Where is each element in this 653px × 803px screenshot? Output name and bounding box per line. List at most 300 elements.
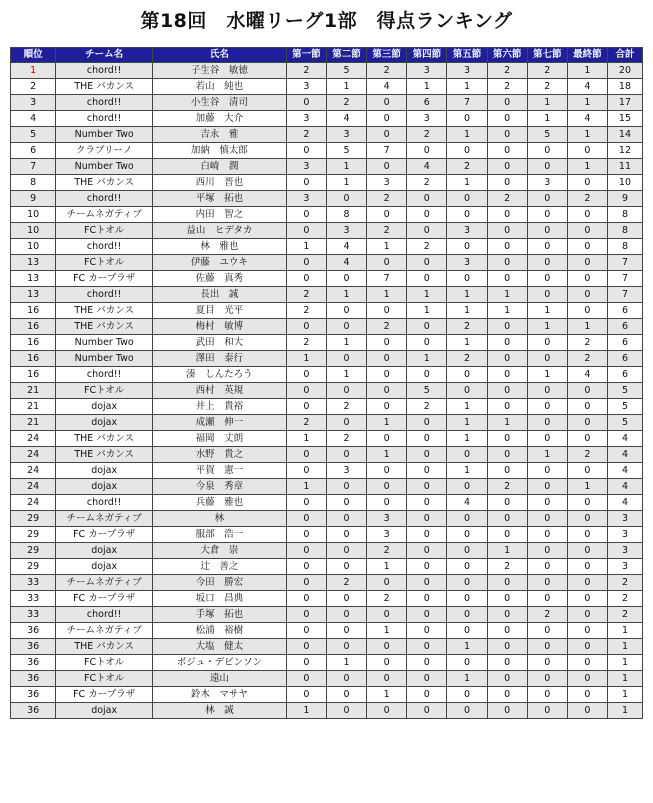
table-row — [11, 367, 643, 383]
score-cell: 1 — [447, 335, 487, 351]
team-cell: Number Two — [56, 351, 153, 367]
total-cell: 3 — [607, 511, 642, 527]
score-cell: 0 — [567, 543, 607, 559]
score-cell: 1 — [326, 367, 366, 383]
score-cell: 0 — [286, 271, 326, 287]
score-cell: 0 — [487, 127, 527, 143]
header-section-6: 第六節 — [487, 48, 527, 63]
score-cell: 4 — [407, 159, 447, 175]
score-cell: 0 — [527, 399, 567, 415]
team-cell: FCトオル — [56, 383, 153, 399]
score-cell: 3 — [286, 111, 326, 127]
score-cell: 0 — [447, 383, 487, 399]
score-cell: 0 — [447, 527, 487, 543]
score-cell: 0 — [487, 111, 527, 127]
score-cell: 0 — [567, 511, 607, 527]
score-cell: 3 — [407, 111, 447, 127]
team-cell: チームネガティブ — [56, 575, 153, 591]
team-cell: クラブリーノ — [56, 143, 153, 159]
score-cell: 0 — [527, 703, 567, 719]
total-cell: 2 — [607, 591, 642, 607]
player-name-cell: 兵藤 雅也 — [153, 495, 287, 511]
score-cell: 2 — [567, 191, 607, 207]
team-cell: チームネガティブ — [56, 623, 153, 639]
score-cell: 0 — [487, 687, 527, 703]
score-cell: 0 — [286, 143, 326, 159]
score-cell: 1 — [447, 127, 487, 143]
score-cell: 1 — [286, 479, 326, 495]
score-cell: 0 — [527, 575, 567, 591]
score-cell: 1 — [567, 319, 607, 335]
score-cell: 0 — [487, 671, 527, 687]
player-name-cell: 手塚 拓也 — [153, 607, 287, 623]
total-cell: 4 — [607, 495, 642, 511]
score-cell: 0 — [487, 399, 527, 415]
score-cell: 0 — [286, 559, 326, 575]
score-cell: 0 — [286, 687, 326, 703]
score-cell: 3 — [447, 63, 487, 79]
table-row — [11, 463, 643, 479]
table-row — [11, 255, 643, 271]
score-cell: 0 — [527, 143, 567, 159]
table-row — [11, 623, 643, 639]
player-name-cell: 伊藤 ユウキ — [153, 255, 287, 271]
player-name-cell: 加藤 大介 — [153, 111, 287, 127]
score-cell: 0 — [567, 383, 607, 399]
player-name-cell: 林 — [153, 511, 287, 527]
rank-cell: 16 — [11, 319, 56, 335]
total-cell: 1 — [607, 639, 642, 655]
rank-cell: 13 — [11, 271, 56, 287]
table-row — [11, 639, 643, 655]
score-cell: 0 — [447, 239, 487, 255]
score-cell: 0 — [487, 511, 527, 527]
score-cell: 0 — [487, 271, 527, 287]
score-cell: 0 — [527, 159, 567, 175]
score-cell: 0 — [326, 191, 366, 207]
score-cell: 1 — [487, 543, 527, 559]
score-cell: 0 — [447, 655, 487, 671]
score-cell: 2 — [326, 399, 366, 415]
player-name-cell: 今泉 秀章 — [153, 479, 287, 495]
score-cell: 0 — [527, 527, 567, 543]
player-name-cell: 辻 善之 — [153, 559, 287, 575]
score-cell: 0 — [286, 319, 326, 335]
score-cell: 2 — [286, 335, 326, 351]
table-row — [11, 671, 643, 687]
rank-cell: 16 — [11, 351, 56, 367]
score-cell: 6 — [407, 95, 447, 111]
rank-cell: 16 — [11, 303, 56, 319]
player-name-cell: 成瀬 伸一 — [153, 415, 287, 431]
total-cell: 5 — [607, 383, 642, 399]
team-cell: dojax — [56, 559, 153, 575]
table-row — [11, 383, 643, 399]
rank-cell: 29 — [11, 543, 56, 559]
score-cell: 0 — [567, 287, 607, 303]
score-cell: 0 — [407, 575, 447, 591]
score-cell: 0 — [367, 111, 407, 127]
score-cell: 0 — [326, 527, 366, 543]
rank-cell: 36 — [11, 655, 56, 671]
score-cell: 0 — [567, 607, 607, 623]
score-cell: 0 — [527, 687, 567, 703]
score-cell: 0 — [447, 207, 487, 223]
score-cell: 0 — [407, 463, 447, 479]
total-cell: 8 — [607, 207, 642, 223]
total-cell: 7 — [607, 271, 642, 287]
score-cell: 0 — [286, 399, 326, 415]
team-cell: Number Two — [56, 127, 153, 143]
score-cell: 0 — [447, 367, 487, 383]
player-name-cell: 坂口 昌典 — [153, 591, 287, 607]
score-cell: 0 — [326, 703, 366, 719]
score-cell: 0 — [567, 431, 607, 447]
rank-cell: 8 — [11, 175, 56, 191]
score-cell: 3 — [286, 79, 326, 95]
player-name-cell: 白崎 潤 — [153, 159, 287, 175]
score-cell: 0 — [527, 655, 567, 671]
score-cell: 0 — [286, 463, 326, 479]
score-cell: 0 — [367, 671, 407, 687]
player-name-cell: 佐藤 真秀 — [153, 271, 287, 287]
score-cell: 1 — [447, 639, 487, 655]
score-cell: 0 — [447, 559, 487, 575]
score-cell: 0 — [527, 191, 567, 207]
total-cell: 4 — [607, 463, 642, 479]
total-cell: 3 — [607, 543, 642, 559]
team-cell: チームネガティブ — [56, 511, 153, 527]
total-cell: 7 — [607, 255, 642, 271]
score-cell: 2 — [286, 415, 326, 431]
total-cell: 20 — [607, 63, 642, 79]
score-cell: 0 — [527, 591, 567, 607]
score-cell: 0 — [407, 639, 447, 655]
score-cell: 0 — [447, 703, 487, 719]
team-cell: THE バカンス — [56, 447, 153, 463]
score-cell: 0 — [487, 591, 527, 607]
total-cell: 5 — [607, 399, 642, 415]
score-cell: 4 — [447, 495, 487, 511]
score-cell: 3 — [527, 175, 567, 191]
score-cell: 2 — [326, 575, 366, 591]
score-cell: 0 — [326, 607, 366, 623]
team-cell: THE バカンス — [56, 175, 153, 191]
total-cell: 3 — [607, 527, 642, 543]
score-cell: 0 — [487, 623, 527, 639]
header-total: 合計 — [607, 48, 642, 63]
score-cell: 2 — [407, 239, 447, 255]
score-cell: 0 — [407, 511, 447, 527]
rank-cell: 24 — [11, 447, 56, 463]
player-name-cell: 林 雅也 — [153, 239, 287, 255]
player-name-cell: ボジュ・デビンソン — [153, 655, 287, 671]
score-cell: 0 — [567, 703, 607, 719]
score-cell: 0 — [487, 175, 527, 191]
score-cell: 0 — [527, 287, 567, 303]
team-cell: chord!! — [56, 239, 153, 255]
total-cell: 8 — [607, 223, 642, 239]
score-cell: 0 — [447, 271, 487, 287]
rank-cell: 24 — [11, 479, 56, 495]
score-cell: 2 — [326, 95, 366, 111]
score-cell: 0 — [367, 655, 407, 671]
ranking-table — [10, 47, 643, 719]
total-cell: 2 — [607, 607, 642, 623]
score-cell: 7 — [367, 143, 407, 159]
team-cell: dojax — [56, 463, 153, 479]
rank-cell: 33 — [11, 575, 56, 591]
score-cell: 0 — [567, 527, 607, 543]
score-cell: 2 — [286, 303, 326, 319]
team-cell: FC カープラザ — [56, 527, 153, 543]
score-cell: 0 — [567, 175, 607, 191]
score-cell: 0 — [527, 335, 567, 351]
score-cell: 1 — [447, 175, 487, 191]
table-row — [11, 575, 643, 591]
team-cell: FCトオル — [56, 255, 153, 271]
score-cell: 0 — [567, 271, 607, 287]
score-cell: 0 — [286, 655, 326, 671]
score-cell: 3 — [286, 159, 326, 175]
score-cell: 0 — [447, 575, 487, 591]
player-name-cell: 林 誠 — [153, 703, 287, 719]
score-cell: 2 — [487, 479, 527, 495]
score-cell: 1 — [286, 351, 326, 367]
score-cell: 5 — [326, 63, 366, 79]
score-cell: 1 — [407, 351, 447, 367]
score-cell: 0 — [567, 559, 607, 575]
score-cell: 0 — [367, 383, 407, 399]
score-cell: 3 — [326, 223, 366, 239]
rank-cell: 24 — [11, 463, 56, 479]
score-cell: 0 — [487, 655, 527, 671]
table-row — [11, 191, 643, 207]
team-cell: FCトオル — [56, 671, 153, 687]
score-cell: 0 — [567, 623, 607, 639]
score-cell: 0 — [487, 383, 527, 399]
score-cell: 0 — [527, 671, 567, 687]
total-cell: 1 — [607, 671, 642, 687]
team-cell: THE バカンス — [56, 303, 153, 319]
team-cell: FCトオル — [56, 655, 153, 671]
score-cell: 2 — [527, 607, 567, 623]
total-cell: 2 — [607, 575, 642, 591]
table-row — [11, 591, 643, 607]
player-name-cell: 内田 智之 — [153, 207, 287, 223]
score-cell: 0 — [286, 575, 326, 591]
player-name-cell: 水野 貴之 — [153, 447, 287, 463]
score-cell: 0 — [407, 495, 447, 511]
score-cell: 3 — [447, 223, 487, 239]
score-cell: 0 — [407, 447, 447, 463]
score-cell: 0 — [567, 687, 607, 703]
score-cell: 0 — [326, 495, 366, 511]
rank-cell: 6 — [11, 143, 56, 159]
score-cell: 0 — [407, 415, 447, 431]
score-cell: 0 — [326, 623, 366, 639]
score-cell: 1 — [367, 559, 407, 575]
score-cell: 0 — [487, 159, 527, 175]
score-cell: 1 — [326, 79, 366, 95]
score-cell: 0 — [567, 639, 607, 655]
score-cell: 1 — [367, 415, 407, 431]
score-cell: 0 — [326, 271, 366, 287]
team-cell: FC カープラザ — [56, 591, 153, 607]
score-cell: 0 — [326, 639, 366, 655]
score-cell: 8 — [326, 207, 366, 223]
score-cell: 2 — [326, 431, 366, 447]
team-cell: THE バカンス — [56, 431, 153, 447]
header-team: チーム名 — [56, 48, 153, 63]
player-name-cell: 若山 純也 — [153, 79, 287, 95]
score-cell: 4 — [326, 255, 366, 271]
team-cell: THE バカンス — [56, 79, 153, 95]
score-cell: 2 — [487, 559, 527, 575]
score-cell: 1 — [567, 63, 607, 79]
score-cell: 0 — [567, 495, 607, 511]
rank-cell: 36 — [11, 623, 56, 639]
score-cell: 1 — [407, 79, 447, 95]
player-name-cell: 西村 英規 — [153, 383, 287, 399]
score-cell: 0 — [407, 367, 447, 383]
score-cell: 0 — [407, 607, 447, 623]
score-cell: 0 — [527, 271, 567, 287]
rank-cell: 36 — [11, 687, 56, 703]
score-cell: 3 — [447, 255, 487, 271]
table-row — [11, 687, 643, 703]
score-cell: 2 — [367, 191, 407, 207]
score-cell: 0 — [407, 479, 447, 495]
header-section-4: 第四節 — [407, 48, 447, 63]
table-row — [11, 479, 643, 495]
table-row — [11, 143, 643, 159]
score-cell: 2 — [487, 63, 527, 79]
score-cell: 0 — [326, 351, 366, 367]
score-cell: 0 — [367, 607, 407, 623]
score-cell: 3 — [326, 463, 366, 479]
total-cell: 6 — [607, 335, 642, 351]
total-cell: 1 — [607, 703, 642, 719]
header-section-7: 第七節 — [527, 48, 567, 63]
score-cell: 0 — [527, 415, 567, 431]
table-row — [11, 127, 643, 143]
score-cell: 0 — [527, 479, 567, 495]
score-cell: 0 — [326, 319, 366, 335]
player-name-cell: 長出 誠 — [153, 287, 287, 303]
team-cell: FCトオル — [56, 223, 153, 239]
score-cell: 0 — [286, 447, 326, 463]
score-cell: 4 — [567, 367, 607, 383]
score-cell: 3 — [367, 175, 407, 191]
player-name-cell: 服部 浩一 — [153, 527, 287, 543]
score-cell: 0 — [447, 143, 487, 159]
total-cell: 17 — [607, 95, 642, 111]
score-cell: 1 — [367, 239, 407, 255]
score-cell: 0 — [487, 447, 527, 463]
total-cell: 3 — [607, 559, 642, 575]
rank-cell: 10 — [11, 207, 56, 223]
team-cell: THE バカンス — [56, 319, 153, 335]
score-cell: 1 — [527, 111, 567, 127]
score-cell: 3 — [407, 63, 447, 79]
total-cell: 18 — [607, 79, 642, 95]
score-cell: 0 — [527, 463, 567, 479]
score-cell: 0 — [326, 479, 366, 495]
team-cell: dojax — [56, 703, 153, 719]
rank-cell: 21 — [11, 399, 56, 415]
rank-cell: 29 — [11, 559, 56, 575]
table-row — [11, 63, 643, 79]
rank-cell: 1 — [11, 63, 56, 79]
score-cell: 0 — [567, 591, 607, 607]
score-cell: 0 — [567, 143, 607, 159]
score-cell: 1 — [447, 303, 487, 319]
score-cell: 1 — [447, 463, 487, 479]
score-cell: 0 — [487, 463, 527, 479]
score-cell: 1 — [447, 431, 487, 447]
score-cell: 0 — [326, 415, 366, 431]
score-cell: 1 — [567, 479, 607, 495]
page-title: 第18回 水曜リーグ1部 得点ランキング — [140, 10, 513, 32]
total-cell: 12 — [607, 143, 642, 159]
table-row — [11, 111, 643, 127]
rank-cell: 16 — [11, 335, 56, 351]
total-cell: 1 — [607, 687, 642, 703]
score-cell: 0 — [286, 207, 326, 223]
score-cell: 1 — [286, 703, 326, 719]
score-cell: 5 — [527, 127, 567, 143]
player-name-cell: 益山 ヒデタカ — [153, 223, 287, 239]
score-cell: 0 — [447, 479, 487, 495]
player-name-cell: 大塩 健太 — [153, 639, 287, 655]
rank-cell: 10 — [11, 223, 56, 239]
header-row — [11, 48, 643, 63]
player-name-cell: 小生谷 清司 — [153, 95, 287, 111]
score-cell: 0 — [367, 463, 407, 479]
score-cell: 0 — [527, 495, 567, 511]
table-row — [11, 351, 643, 367]
score-cell: 2 — [567, 447, 607, 463]
score-cell: 0 — [527, 255, 567, 271]
rank-cell: 36 — [11, 703, 56, 719]
score-cell: 0 — [527, 431, 567, 447]
score-cell: 0 — [286, 607, 326, 623]
score-cell: 0 — [407, 543, 447, 559]
team-cell: chord!! — [56, 607, 153, 623]
score-cell: 3 — [367, 527, 407, 543]
rank-cell: 24 — [11, 431, 56, 447]
table-row — [11, 207, 643, 223]
score-cell: 1 — [447, 79, 487, 95]
score-cell: 0 — [286, 527, 326, 543]
score-cell: 0 — [527, 223, 567, 239]
score-cell: 0 — [567, 255, 607, 271]
score-cell: 1 — [447, 287, 487, 303]
score-cell: 0 — [286, 367, 326, 383]
score-cell: 0 — [407, 591, 447, 607]
score-cell: 0 — [367, 303, 407, 319]
score-cell: 0 — [567, 239, 607, 255]
table-row — [11, 495, 643, 511]
score-cell: 0 — [487, 575, 527, 591]
total-cell: 8 — [607, 239, 642, 255]
score-cell: 0 — [407, 143, 447, 159]
score-cell: 0 — [487, 703, 527, 719]
score-cell: 0 — [286, 95, 326, 111]
score-cell: 0 — [326, 591, 366, 607]
team-cell: chord!! — [56, 111, 153, 127]
